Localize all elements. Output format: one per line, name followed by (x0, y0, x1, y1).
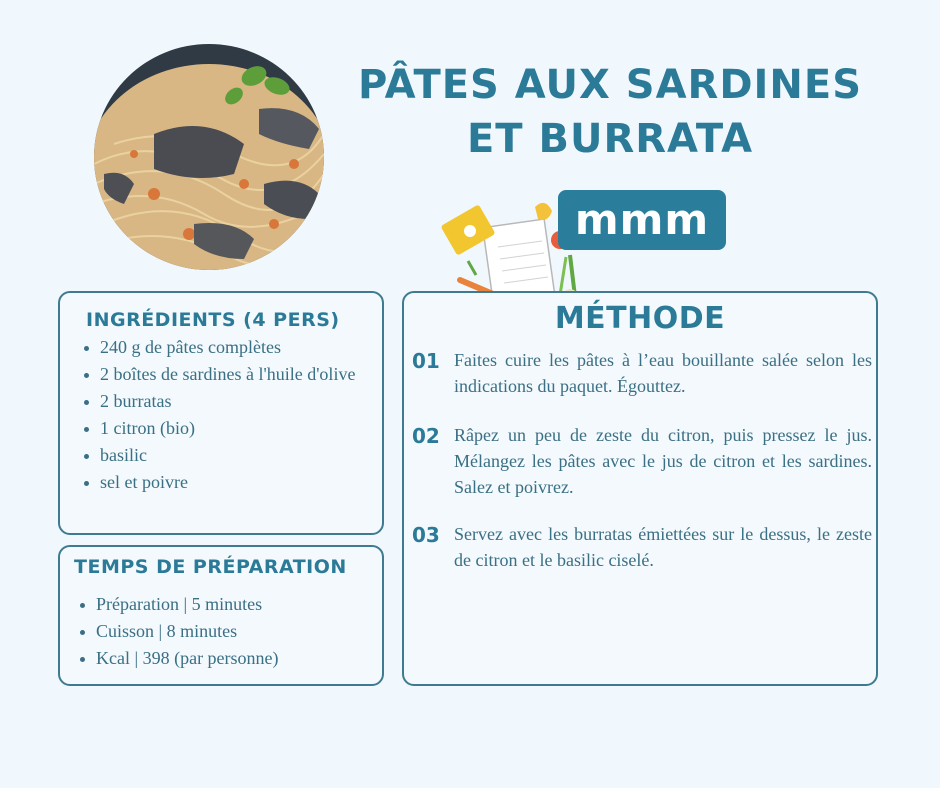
prep-time-list (76, 591, 376, 672)
prep-time-item: Préparation | 5 minutes (76, 591, 376, 618)
prep-time-item: Cuisson | 8 minutes (76, 618, 376, 645)
ingredients-heading: INGRÉDIENTS (4 PERS) (86, 309, 340, 331)
ingredient-item: 2 burratas (80, 388, 370, 415)
ingredient-item: sel et poivre (80, 469, 370, 496)
ingredient-item: 240 g de pâtes complètes (80, 334, 370, 361)
method-step-2 (412, 422, 872, 500)
title-line-2: ET BURRATA (466, 116, 754, 162)
prep-time-heading: TEMPS DE PRÉPARATION (74, 556, 347, 578)
step-number: 02 (412, 424, 440, 448)
ingredient-item: 1 citron (bio) (80, 415, 370, 442)
method-step-1 (412, 347, 872, 399)
step-number: 03 (412, 523, 440, 547)
step-number: 01 (412, 349, 440, 373)
title-line-1: PÂTES AUX SARDINES (357, 62, 863, 108)
ingredient-item: 2 boîtes de sardines à l'huile d'olive (80, 361, 370, 388)
brand-logo: mmm (558, 190, 726, 250)
ingredients-list (80, 334, 370, 496)
step-text: Servez avec les burratas émiettées sur le dessus, le zeste de citron et le basilic ciselé. (454, 524, 872, 570)
method-heading: MÉTHODE (554, 301, 726, 336)
step-text: Râpez un peu de zeste du citron, puis pressez le jus. Mélangez les pâtes avec le jus de citron et les sardines. Salez et poivrez. (454, 425, 872, 497)
step-text: Faites cuire les pâtes à l’eau bouillante salée selon les indications du paquet. Égouttez. (454, 350, 872, 396)
recipe-title (340, 58, 880, 166)
method-step-3 (412, 521, 872, 573)
prep-time-item: Kcal | 398 (par personne) (76, 645, 376, 672)
pasta-photo (94, 44, 324, 270)
method-card (402, 291, 878, 686)
ingredients-card (58, 291, 384, 535)
ingredient-item: basilic (80, 442, 370, 469)
prep-time-card (58, 545, 384, 686)
